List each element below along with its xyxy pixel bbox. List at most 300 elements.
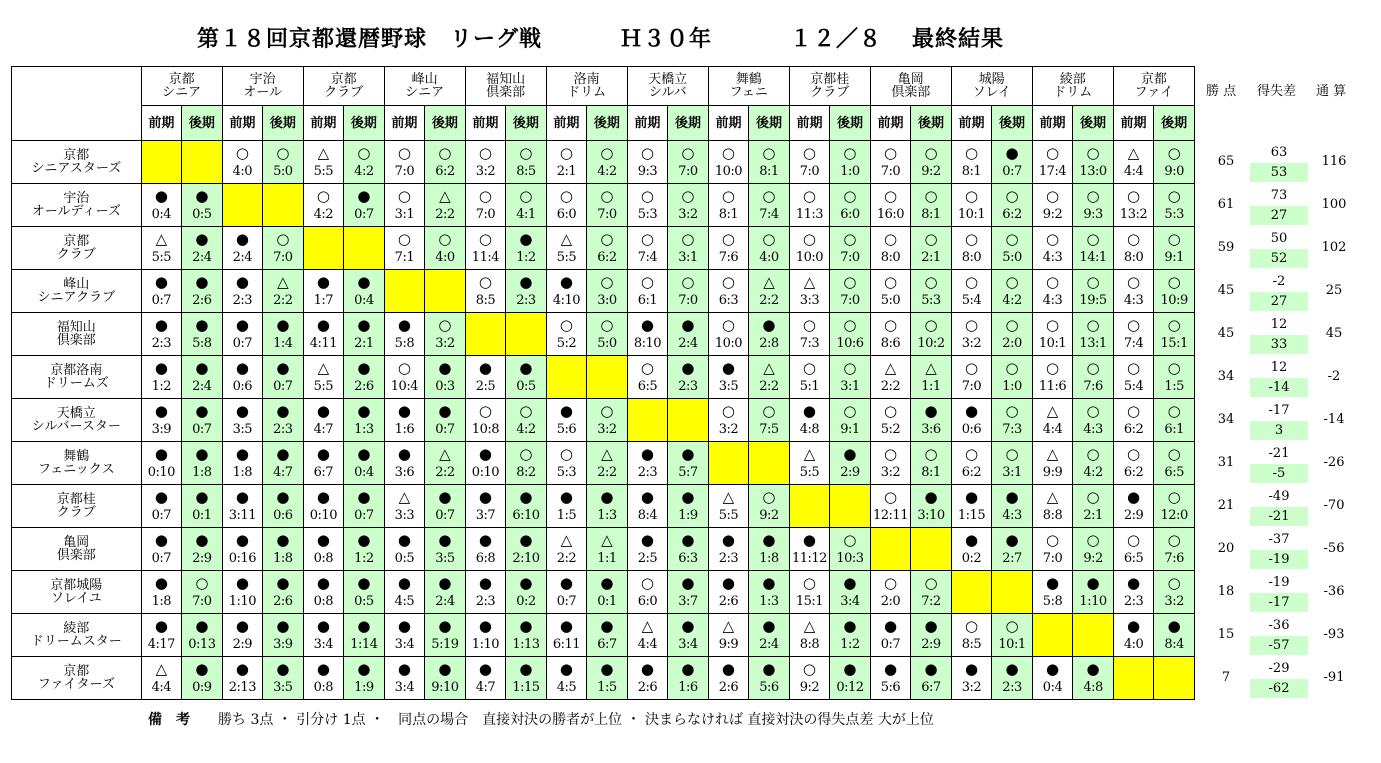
result bbox=[628, 571, 668, 613]
result-symbol: ● bbox=[438, 488, 452, 506]
result-score: 5:3 bbox=[1164, 207, 1184, 222]
result-symbol: ○ bbox=[964, 316, 979, 334]
result bbox=[1154, 227, 1194, 269]
column-team-header bbox=[1113, 67, 1194, 106]
result-score: 2:5 bbox=[637, 551, 658, 566]
result-symbol: ○ bbox=[1167, 230, 1181, 248]
result bbox=[1114, 442, 1154, 484]
result-symbol: ○ bbox=[519, 402, 533, 420]
result-cell bbox=[263, 227, 304, 270]
row-team-label: 倶楽部 bbox=[56, 548, 96, 563]
result-symbol: ○ bbox=[802, 144, 817, 162]
result-cell bbox=[830, 399, 871, 442]
result-cell bbox=[1073, 270, 1114, 313]
result bbox=[1033, 399, 1073, 441]
result-cell bbox=[992, 227, 1033, 270]
self-cell bbox=[222, 184, 263, 227]
result-cell bbox=[141, 442, 182, 485]
result-score: 2:4 bbox=[232, 250, 253, 265]
result-score: 1:1 bbox=[921, 379, 941, 394]
result-symbol: ○ bbox=[600, 144, 614, 162]
result bbox=[506, 227, 546, 269]
title-bar bbox=[0, 22, 1381, 54]
result-cell bbox=[263, 141, 304, 184]
result-cell bbox=[830, 313, 871, 356]
result-cell bbox=[1073, 657, 1114, 700]
result-cell bbox=[911, 141, 952, 184]
result-symbol: ○ bbox=[1167, 316, 1181, 334]
result-symbol: △ bbox=[398, 488, 411, 506]
result bbox=[830, 184, 870, 226]
result-symbol: ○ bbox=[1167, 488, 1181, 506]
result-score: 3:4 bbox=[394, 637, 415, 652]
result bbox=[749, 528, 789, 570]
result-score: 0:7 bbox=[435, 422, 455, 437]
result bbox=[952, 614, 992, 656]
result-score: 9:10 bbox=[431, 680, 459, 695]
result-symbol: ○ bbox=[478, 144, 492, 162]
result-symbol: ○ bbox=[843, 273, 857, 291]
result-symbol: ○ bbox=[1045, 230, 1060, 248]
points-value: 15 bbox=[1217, 627, 1235, 642]
result-symbol: ○ bbox=[1005, 230, 1019, 248]
second-half-header bbox=[1154, 106, 1195, 141]
result-score: 0:7 bbox=[435, 508, 455, 523]
result bbox=[1154, 528, 1194, 570]
result-cell bbox=[263, 614, 304, 657]
result-symbol: ● bbox=[559, 488, 573, 506]
result-cell bbox=[546, 184, 587, 227]
result-cell bbox=[1032, 356, 1073, 399]
result-symbol: ● bbox=[1045, 574, 1060, 592]
result bbox=[344, 399, 384, 441]
result bbox=[952, 485, 992, 527]
result bbox=[385, 399, 425, 441]
result-score: 0:3 bbox=[435, 379, 455, 394]
result bbox=[709, 485, 749, 527]
result-symbol: ● bbox=[600, 660, 614, 678]
result-symbol: △ bbox=[1127, 144, 1140, 162]
second-half-header bbox=[425, 106, 466, 141]
result bbox=[830, 571, 870, 613]
result bbox=[182, 184, 222, 226]
column-team-name: クラブ bbox=[810, 85, 850, 100]
result-score: 5:3 bbox=[921, 293, 941, 308]
column-team-name: シニア bbox=[162, 85, 202, 100]
result bbox=[182, 270, 222, 312]
row-team-label: 舞鶴 bbox=[63, 449, 90, 464]
result-cell bbox=[465, 227, 506, 270]
result-cell bbox=[222, 657, 263, 700]
result bbox=[709, 270, 749, 312]
result bbox=[871, 270, 911, 312]
result-symbol: ● bbox=[276, 617, 290, 635]
result-cell bbox=[384, 227, 425, 270]
result-cell bbox=[303, 356, 344, 399]
result bbox=[992, 141, 1032, 183]
result-score: 9:9 bbox=[1042, 465, 1063, 480]
result-cell bbox=[587, 227, 628, 270]
result-cell bbox=[749, 141, 790, 184]
result-score: 5:4 bbox=[961, 293, 982, 308]
result-score: 8:6 bbox=[880, 336, 901, 351]
self-cell bbox=[1073, 614, 1114, 657]
result-score: 3:6 bbox=[394, 465, 415, 480]
column-team-name: 城陽 bbox=[978, 72, 1005, 87]
diff-first: -29 bbox=[1250, 659, 1308, 678]
result-score: 10:1 bbox=[1038, 336, 1067, 351]
result-cell bbox=[870, 227, 911, 270]
result-cell bbox=[384, 528, 425, 571]
result-symbol: ● bbox=[357, 273, 371, 291]
result-score: 0:7 bbox=[1002, 164, 1022, 179]
result-symbol: ○ bbox=[883, 402, 898, 420]
result-cell bbox=[182, 614, 223, 657]
result bbox=[547, 442, 587, 484]
result-cell bbox=[303, 313, 344, 356]
row-team-name bbox=[12, 442, 142, 485]
result-cell bbox=[506, 399, 547, 442]
self-cell bbox=[668, 399, 709, 442]
result-cell bbox=[789, 227, 830, 270]
result-cell bbox=[182, 313, 223, 356]
result bbox=[1033, 141, 1073, 183]
half-label: 前期 bbox=[877, 115, 904, 131]
result-score: 5:3 bbox=[556, 465, 577, 480]
column-team-name: ファイ bbox=[1134, 85, 1174, 100]
result-cell bbox=[1032, 485, 1073, 528]
result-cell bbox=[1032, 571, 1073, 614]
first-half-header bbox=[951, 106, 992, 141]
row-team-name bbox=[12, 356, 142, 399]
result-symbol: ○ bbox=[843, 230, 857, 248]
result-cell bbox=[344, 657, 385, 700]
result bbox=[587, 442, 627, 484]
result-symbol: ● bbox=[1005, 488, 1019, 506]
self-cell bbox=[465, 313, 506, 356]
result bbox=[182, 399, 222, 441]
result bbox=[749, 313, 789, 355]
result-symbol: ● bbox=[1126, 488, 1141, 506]
result-cell bbox=[911, 399, 952, 442]
result-symbol: ○ bbox=[438, 316, 452, 334]
result-cell bbox=[263, 399, 304, 442]
result-cell bbox=[587, 657, 628, 700]
diff-first: -49 bbox=[1250, 487, 1308, 506]
result-cell bbox=[1113, 571, 1154, 614]
result bbox=[344, 485, 384, 527]
result-symbol: ● bbox=[478, 359, 492, 377]
result bbox=[344, 657, 384, 699]
diff-second: -57 bbox=[1250, 636, 1308, 655]
result-score: 0:5 bbox=[394, 551, 415, 566]
result-cell bbox=[1113, 141, 1154, 184]
row-team-label: ドリームスター bbox=[30, 634, 122, 649]
result bbox=[749, 356, 789, 398]
half-label: 前期 bbox=[796, 115, 823, 131]
result-cell bbox=[263, 528, 304, 571]
column-team-name: オール bbox=[243, 85, 282, 100]
result-score: 7:5 bbox=[759, 422, 779, 437]
result-symbol: ● bbox=[154, 359, 168, 377]
self-cell bbox=[141, 141, 182, 184]
result bbox=[425, 528, 465, 570]
result-cell bbox=[789, 184, 830, 227]
points-value: 21 bbox=[1217, 498, 1235, 513]
self-cell bbox=[870, 528, 911, 571]
result bbox=[952, 399, 992, 441]
result-cell bbox=[992, 614, 1033, 657]
result-score: 4:3 bbox=[1042, 293, 1063, 308]
result-cell bbox=[141, 485, 182, 528]
result-symbol: ● bbox=[316, 273, 330, 291]
result-cell bbox=[749, 528, 790, 571]
result-symbol: ○ bbox=[316, 187, 330, 205]
result bbox=[425, 485, 465, 527]
result-cell bbox=[627, 227, 668, 270]
column-team-header bbox=[546, 67, 627, 106]
result-cell bbox=[911, 571, 952, 614]
result-cell bbox=[506, 141, 547, 184]
result-score: 2:9 bbox=[232, 637, 253, 652]
result bbox=[587, 313, 627, 355]
result-score: 8:0 bbox=[880, 250, 901, 265]
result-symbol: ○ bbox=[843, 531, 857, 549]
result-score: 4:3 bbox=[1002, 508, 1022, 523]
result bbox=[142, 184, 182, 226]
result bbox=[790, 528, 830, 570]
table-row bbox=[12, 313, 1195, 356]
result bbox=[385, 657, 425, 699]
result-score: 6:5 bbox=[637, 379, 658, 394]
result-score: 12:11 bbox=[873, 508, 908, 523]
result-score: 6:11 bbox=[552, 637, 581, 652]
result-symbol: ● bbox=[357, 574, 371, 592]
half-label: 後期 bbox=[1080, 115, 1107, 131]
result-score: 0:1 bbox=[597, 594, 617, 609]
result-cell bbox=[1113, 399, 1154, 442]
result-symbol: ● bbox=[1126, 617, 1141, 635]
result-symbol: ○ bbox=[397, 187, 411, 205]
header-row-teams bbox=[12, 67, 1195, 106]
result-symbol: ● bbox=[235, 445, 249, 463]
result-score: 0:5 bbox=[192, 207, 212, 222]
result-symbol: ● bbox=[154, 531, 168, 549]
result-score: 4:8 bbox=[799, 422, 820, 437]
result bbox=[709, 571, 749, 613]
result-cell bbox=[992, 313, 1033, 356]
result-cell bbox=[911, 442, 952, 485]
result-cell bbox=[546, 528, 587, 571]
result bbox=[1114, 141, 1154, 183]
result-symbol: ● bbox=[235, 531, 249, 549]
result-symbol: ● bbox=[154, 316, 168, 334]
result-symbol: ● bbox=[438, 574, 452, 592]
result-score: 8:5 bbox=[516, 164, 536, 179]
column-team-header bbox=[141, 67, 222, 106]
result-cell bbox=[182, 227, 223, 270]
result bbox=[142, 270, 182, 312]
row-team-label: 福知山 bbox=[56, 320, 96, 335]
result-score: 4:7 bbox=[475, 680, 496, 695]
result-symbol: ○ bbox=[397, 359, 411, 377]
result-cell bbox=[1073, 184, 1114, 227]
result bbox=[506, 184, 546, 226]
column-team-name: 倶楽部 bbox=[891, 85, 931, 100]
result bbox=[466, 528, 506, 570]
result bbox=[547, 528, 587, 570]
result-cell bbox=[303, 141, 344, 184]
result-score: 4:5 bbox=[556, 680, 577, 695]
title-date: １２／８ bbox=[790, 26, 883, 52]
result-symbol: ● bbox=[883, 617, 898, 635]
result-score: 5:8 bbox=[394, 336, 415, 351]
result bbox=[790, 657, 830, 699]
result-cell bbox=[263, 442, 304, 485]
result-cell bbox=[303, 399, 344, 442]
result bbox=[344, 141, 384, 183]
result-symbol: ● bbox=[762, 574, 776, 592]
result-cell bbox=[546, 399, 587, 442]
second-half-header bbox=[911, 106, 952, 141]
result-cell bbox=[506, 227, 547, 270]
result-symbol: △ bbox=[601, 445, 613, 463]
diff-first: 50 bbox=[1250, 229, 1308, 248]
result-symbol: ● bbox=[478, 531, 492, 549]
result-score: 8:4 bbox=[1164, 637, 1184, 652]
result-score: 7:0 bbox=[840, 293, 860, 308]
result bbox=[709, 528, 749, 570]
result-symbol: ● bbox=[276, 359, 290, 377]
result-symbol: ○ bbox=[1005, 359, 1019, 377]
result-cell bbox=[546, 270, 587, 313]
result-score: 2:4 bbox=[759, 637, 779, 652]
result-symbol: ● bbox=[316, 531, 330, 549]
row-team-label: クラブ bbox=[56, 505, 96, 520]
result-cell bbox=[1073, 528, 1114, 571]
result-score: 8:10 bbox=[633, 336, 662, 351]
result-symbol: ● bbox=[559, 617, 573, 635]
result-symbol: ● bbox=[681, 316, 695, 334]
half-label: 後期 bbox=[512, 115, 539, 131]
result bbox=[547, 485, 587, 527]
result-score: 1:9 bbox=[678, 508, 698, 523]
first-half-header bbox=[1032, 106, 1073, 141]
result bbox=[1114, 614, 1154, 656]
result-cell bbox=[141, 270, 182, 313]
result-score: 1:8 bbox=[759, 551, 779, 566]
result-score: 1:5 bbox=[556, 508, 577, 523]
result-score: 4:11 bbox=[309, 336, 337, 351]
result-cell bbox=[465, 399, 506, 442]
result-cell bbox=[830, 571, 871, 614]
note-text: 勝ち 3点 ・ 引分け 1点 ・ 同点の場合 直接対決の勝者が上位 ・ 決まらなければ 直接対決の得失点差 大が上位 bbox=[218, 712, 934, 728]
column-team-name: 京都 bbox=[1140, 72, 1167, 87]
diff-first: 12 bbox=[1250, 315, 1308, 334]
result-symbol: ○ bbox=[1167, 359, 1181, 377]
result-score: 2:1 bbox=[354, 336, 374, 351]
result-symbol: ○ bbox=[681, 187, 695, 205]
result-cell bbox=[708, 184, 749, 227]
result-symbol: ● bbox=[519, 273, 533, 291]
result-score: 13:2 bbox=[1119, 207, 1148, 222]
result-score: 9:1 bbox=[840, 422, 860, 437]
result-symbol: ○ bbox=[1086, 230, 1100, 248]
result bbox=[1073, 528, 1113, 570]
result-score: 3:2 bbox=[718, 422, 739, 437]
result-symbol: ● bbox=[519, 359, 533, 377]
result-cell bbox=[627, 184, 668, 227]
result-cell bbox=[222, 485, 263, 528]
result-cell bbox=[830, 184, 871, 227]
result bbox=[142, 614, 182, 656]
result-symbol: ○ bbox=[438, 144, 452, 162]
result-symbol: ● bbox=[235, 316, 249, 334]
column-team-name: 京都桂 bbox=[810, 72, 850, 87]
result bbox=[668, 356, 708, 398]
title-main: 第１８回京都還暦野球 リーグ戦 bbox=[197, 26, 543, 52]
result bbox=[425, 399, 465, 441]
result-score: 0:7 bbox=[232, 336, 253, 351]
result-score: 6:2 bbox=[597, 250, 617, 265]
result-cell bbox=[222, 442, 263, 485]
row-team-name bbox=[12, 528, 142, 571]
self-cell bbox=[303, 227, 344, 270]
result bbox=[668, 141, 708, 183]
result-score: 6:3 bbox=[678, 551, 698, 566]
result-score: 15:1 bbox=[795, 594, 824, 609]
result-score: 8:1 bbox=[921, 465, 941, 480]
result bbox=[506, 657, 546, 699]
result-symbol: ● bbox=[154, 273, 168, 291]
half-label: 後期 bbox=[674, 115, 701, 131]
result-score: 6:2 bbox=[1123, 465, 1144, 480]
result bbox=[506, 571, 546, 613]
diff-first: -37 bbox=[1250, 530, 1308, 549]
result-cell bbox=[911, 614, 952, 657]
result-symbol: ○ bbox=[478, 273, 492, 291]
result-symbol: △ bbox=[560, 531, 573, 549]
result bbox=[628, 270, 668, 312]
half-label: 前期 bbox=[1039, 115, 1066, 131]
result-score: 9:2 bbox=[1042, 207, 1063, 222]
result bbox=[1114, 270, 1154, 312]
result-cell bbox=[263, 485, 304, 528]
row-team-label: 京都洛南 bbox=[50, 363, 103, 378]
result-symbol: △ bbox=[884, 359, 897, 377]
result bbox=[547, 571, 587, 613]
result-cell bbox=[668, 227, 709, 270]
total-value: -36 bbox=[1323, 584, 1345, 599]
result bbox=[1114, 313, 1154, 355]
result-cell bbox=[789, 141, 830, 184]
result-score: 0:8 bbox=[313, 680, 334, 695]
result-symbol: ○ bbox=[721, 230, 735, 248]
result-symbol: ○ bbox=[721, 316, 735, 334]
result bbox=[628, 528, 668, 570]
result bbox=[668, 614, 708, 656]
result-cell bbox=[870, 270, 911, 313]
result-score: 4:2 bbox=[354, 164, 374, 179]
result-cell bbox=[182, 184, 223, 227]
result-cell bbox=[749, 313, 790, 356]
result-symbol: ● bbox=[316, 316, 330, 334]
result-score: 4:17 bbox=[147, 637, 175, 652]
result-score: 1:5 bbox=[1164, 379, 1184, 394]
result-cell bbox=[1154, 227, 1195, 270]
result bbox=[1114, 399, 1154, 441]
half-label: 前期 bbox=[310, 115, 337, 131]
